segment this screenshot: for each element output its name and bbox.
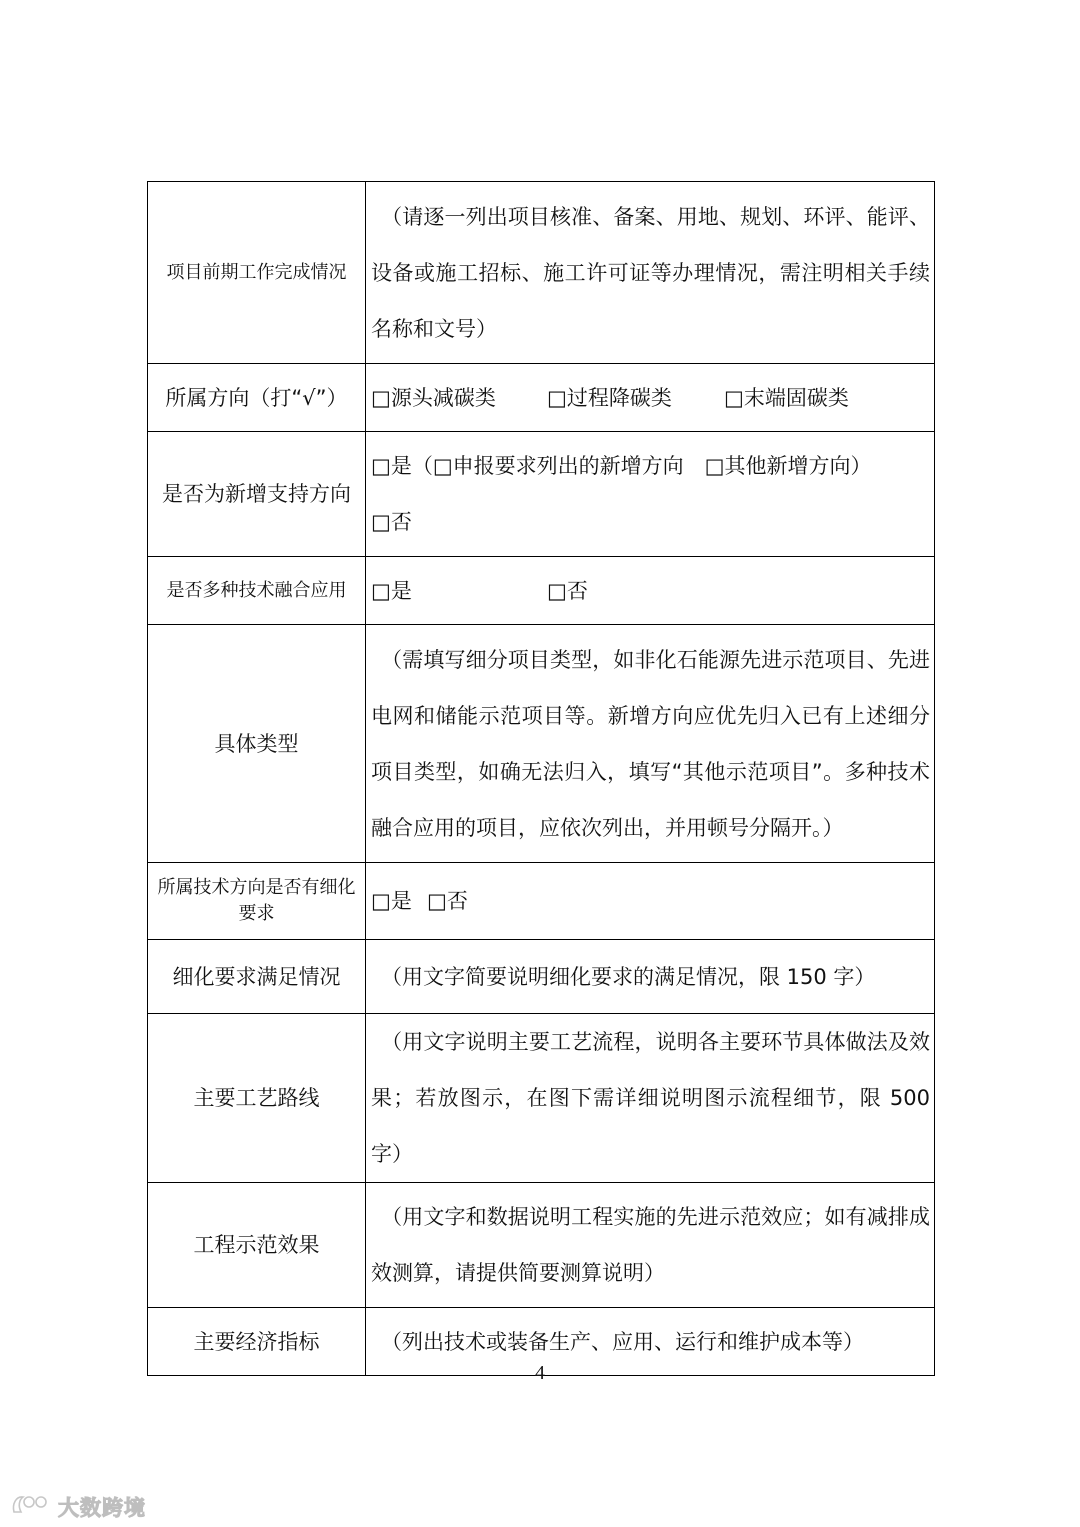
field-process-route[interactable]	[366, 1014, 934, 1182]
row-value-cell	[366, 364, 935, 432]
field-preliminary-work-hint: （请逐一列出项目核准、备案、用地、规划、环评、能评、设备或施工招标、施工许可证等办理情况，需注明相关手续名称和文号）	[371, 204, 930, 341]
application-form-table	[147, 181, 935, 1376]
field-economic-indicators-hint: （列出技术或装备生产、应用、运行和维护成本等）	[381, 1329, 864, 1354]
row-label-demo-effect: 工程示范效果	[193, 1233, 320, 1257]
checkbox-refinement-no[interactable]: □否	[427, 889, 468, 913]
table-row	[148, 182, 935, 364]
row-label-new-direction: 是否为新增支持方向	[162, 482, 351, 506]
field-specific-type-hint: （需填写细分项目类型，如非化石能源先进示范项目、先进电网和储能示范项目等。新增方向应优先归入已有上述细分项目类型，如确无法归入，填写“其他示范项目”。多种技术融合应用的项目，应依次列出，并用顿号分隔开。）	[371, 647, 930, 840]
new-direction-options	[366, 438, 934, 550]
field-demo-effect[interactable]	[366, 1189, 934, 1301]
row-value-cell	[366, 432, 935, 557]
watermark	[10, 1492, 146, 1522]
table-row	[148, 557, 935, 625]
row-label-cell	[148, 182, 366, 364]
row-label-economic-indicators: 主要经济指标	[193, 1329, 320, 1354]
row-label-cell	[148, 863, 366, 940]
field-specific-type[interactable]	[366, 632, 934, 856]
row-label-cell	[148, 940, 366, 1014]
table-row	[148, 1014, 935, 1183]
checkbox-end-carbon-fixation[interactable]: □末端固碳类	[724, 385, 849, 410]
table-row	[148, 863, 935, 940]
checkbox-multi-tech-yes[interactable]: □是	[371, 578, 412, 603]
direction-options	[366, 370, 934, 426]
row-value-cell	[366, 863, 935, 940]
row-label-multi-tech: 是否多种技术融合应用	[166, 579, 347, 601]
row-label-direction: 所属方向（打“√”）	[165, 385, 348, 410]
checkbox-process-carbon-reduction[interactable]: □过程降碳类	[547, 385, 672, 410]
checkbox-multi-tech-no[interactable]: □否	[547, 578, 588, 603]
row-label-refinement: 所属技术方向是否有细化要求	[157, 877, 356, 924]
field-refinement-satisfaction-hint: （用文字简要说明细化要求的满足情况，限 150 字）	[381, 964, 876, 989]
row-label-cell	[148, 557, 366, 625]
row-label-cell	[148, 1183, 366, 1308]
row-label-cell	[148, 625, 366, 863]
row-label-cell	[148, 1014, 366, 1183]
field-demo-effect-hint: （用文字和数据说明工程实施的先进示范效应；如有减排成效测算，请提供简要测算说明）	[371, 1205, 930, 1285]
row-value-cell	[366, 625, 935, 863]
row-value-cell	[366, 1014, 935, 1183]
field-process-route-hint: （用文字说明主要工艺流程，说明各主要环节具体做法及效果；若放图示，在图下需详细说明图示流程细节，限 500 字）	[371, 1030, 930, 1166]
page-number: 4	[535, 1362, 545, 1384]
table-row	[148, 625, 935, 863]
row-value-cell	[366, 557, 935, 625]
table-row	[148, 1183, 935, 1308]
watermark-logo-icon	[10, 1492, 52, 1522]
checkbox-refinement-yes[interactable]: □是	[371, 889, 412, 913]
field-refinement-satisfaction[interactable]	[366, 949, 934, 1005]
row-value-cell	[366, 1183, 935, 1308]
table-row	[148, 364, 935, 432]
table-row	[148, 940, 935, 1014]
checkbox-new-direction-no[interactable]: □否	[371, 510, 412, 534]
multi-tech-options	[366, 563, 934, 619]
refinement-options	[366, 873, 934, 929]
field-preliminary-work[interactable]	[366, 189, 934, 357]
watermark-text: 大数跨境	[58, 1496, 146, 1520]
row-label-cell	[148, 364, 366, 432]
row-label-preliminary-work: 项目前期工作完成情况	[166, 261, 347, 283]
checkbox-source-carbon-reduction[interactable]: □源头减碳类	[371, 385, 496, 410]
row-label-refinement-satisfaction: 细化要求满足情况	[172, 964, 341, 989]
row-value-cell	[366, 182, 935, 364]
table-row	[148, 432, 935, 557]
row-label-cell	[148, 432, 366, 557]
row-label-specific-type: 具体类型	[214, 731, 299, 756]
row-label-process-route: 主要工艺路线	[193, 1086, 320, 1110]
row-value-cell	[366, 940, 935, 1014]
checkbox-new-direction-yes[interactable]: □是（□申报要求列出的新增方向 □其他新增方向）	[371, 454, 872, 478]
